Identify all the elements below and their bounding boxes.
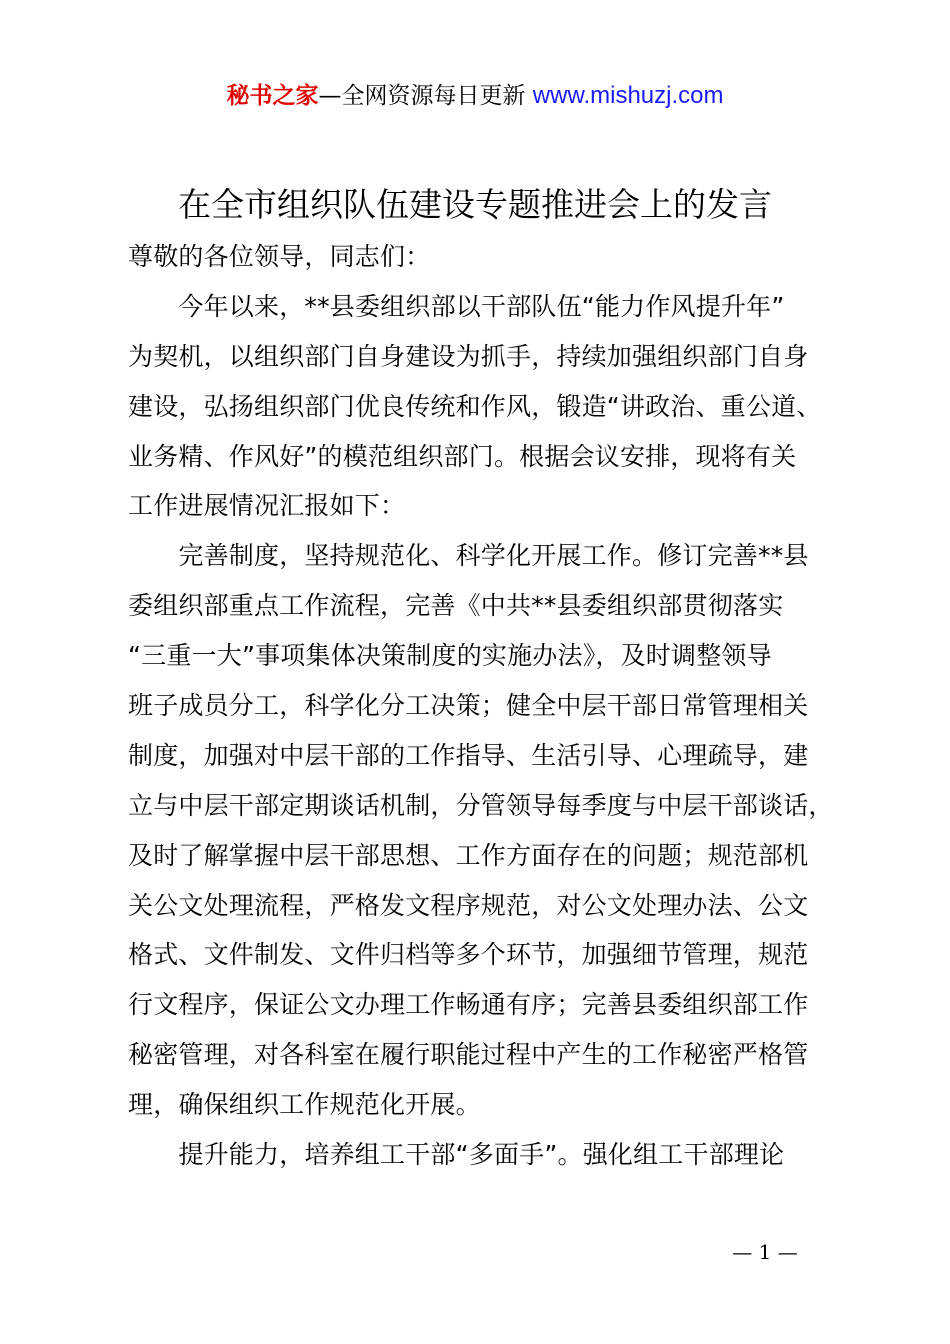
body-line: 提升能力，培养组工干部“多面手”。强化组工干部理论 bbox=[128, 1140, 785, 1170]
body-line: “三重一大”事项集体决策制度的实施办法》，及时调整领导 bbox=[128, 641, 772, 671]
document-body bbox=[128, 232, 838, 1180]
body-line: 及时了解掌握中层干部思想、工作方面存在的问题；规范部机 bbox=[128, 840, 809, 870]
body-line: 业务精、作风好”的模范组织部门。根据会议安排，现将有关 bbox=[128, 441, 797, 471]
document-title: 在全市组织队伍建设专题推进会上的发言 bbox=[178, 185, 772, 224]
body-line: 立与中层干部定期谈话机制，分管领导每季度与中层干部谈话， bbox=[128, 790, 834, 820]
body-line: 完善制度，坚持规范化、科学化开展工作。修订完善**县 bbox=[128, 541, 809, 571]
site-url-link[interactable]: www.mishuzj.com bbox=[532, 82, 724, 109]
body-line: 行文程序，保证公文办理工作畅通有序；完善县委组织部工作 bbox=[128, 990, 809, 1020]
body-line: 今年以来，**县委组织部以干部队伍“能力作风提升年” bbox=[128, 291, 785, 321]
site-tagline: —全网资源每日更新 bbox=[318, 83, 533, 109]
body-line: 制度，加强对中层干部的工作指导、生活引导、心理疏导，建 bbox=[128, 740, 809, 770]
body-line: 为契机，以组织部门自身建设为抓手，持续加强组织部门自身 bbox=[128, 341, 809, 371]
page-number: — 1 — bbox=[732, 1240, 798, 1264]
body-line: 委组织部重点工作流程，完善《中共**县委组织部贯彻落实 bbox=[128, 591, 784, 621]
body-line: 理，确保组织工作规范化开展。 bbox=[128, 1090, 481, 1120]
body-line: 关公文处理流程，严格发文程序规范，对公文处理办法、公文 bbox=[128, 890, 809, 920]
body-line: 工作进展情况汇报如下： bbox=[128, 491, 406, 521]
site-header bbox=[0, 80, 950, 112]
site-brand: 秘书之家 bbox=[226, 83, 319, 109]
body-line: 建设，弘扬组织部门优良传统和作风，锻造“讲政治、重公道、 bbox=[128, 391, 822, 421]
body-line: 格式、文件制发、文件归档等多个环节，加强细节管理，规范 bbox=[128, 940, 809, 970]
body-line: 班子成员分工，科学化分工决策；健全中层干部日常管理相关 bbox=[128, 691, 809, 721]
body-line: 秘密管理，对各科室在履行职能过程中产生的工作秘密严格管 bbox=[128, 1040, 809, 1070]
body-line: 尊敬的各位领导，同志们： bbox=[128, 242, 431, 271]
